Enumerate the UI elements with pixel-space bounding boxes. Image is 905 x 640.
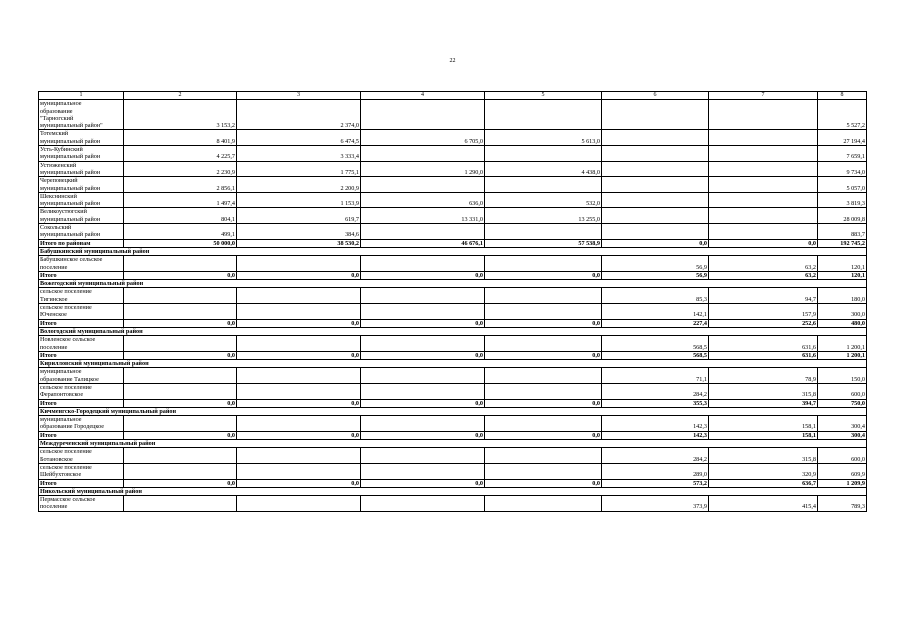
value-cell	[361, 224, 485, 240]
value-cell: 0,0	[361, 479, 485, 487]
value-cell: 27 194,4	[818, 130, 867, 146]
value-cell: 315,8	[709, 448, 818, 464]
value-cell: 192 745,2	[818, 239, 867, 247]
value-cell	[237, 368, 361, 384]
value-cell: 2 200,9	[237, 177, 361, 193]
total-row	[39, 239, 867, 247]
value-cell: 636,0	[361, 192, 485, 208]
section-header-row	[39, 407, 867, 415]
value-cell: 6 705,0	[361, 130, 485, 146]
total-row	[39, 399, 867, 407]
value-cell	[485, 304, 602, 320]
value-cell: 0,0	[237, 431, 361, 439]
value-cell	[124, 383, 237, 399]
section-header-row	[39, 487, 867, 495]
total-row	[39, 271, 867, 279]
value-cell	[361, 336, 485, 352]
value-cell	[485, 463, 602, 479]
value-cell: 499,1	[124, 224, 237, 240]
value-cell	[602, 146, 709, 162]
row-name-line: муниципальный район	[40, 231, 101, 239]
value-cell	[237, 448, 361, 464]
value-cell: 46 676,1	[361, 239, 485, 247]
row-name-line: Итого	[40, 431, 57, 439]
row-name-line: Итого	[40, 399, 57, 407]
value-cell: 789,3	[818, 496, 867, 512]
value-cell: 2 230,9	[124, 161, 237, 177]
value-cell	[124, 368, 237, 384]
row-name-line: Усть-Кубинский	[40, 146, 83, 154]
value-cell	[485, 383, 602, 399]
value-cell: 0,0	[237, 479, 361, 487]
value-cell: 0,0	[602, 239, 709, 247]
value-cell: 5 527,2	[818, 100, 867, 130]
value-cell	[124, 256, 237, 272]
value-cell: 9 734,0	[818, 161, 867, 177]
value-cell: 150,0	[818, 368, 867, 384]
value-cell: 3 333,4	[237, 146, 361, 162]
section-header-row	[39, 327, 867, 335]
section-title: Никольский муниципальный район	[39, 487, 867, 495]
value-cell: 373,9	[602, 496, 709, 512]
value-cell: 5 613,0	[485, 130, 602, 146]
table-row	[39, 463, 867, 479]
row-name	[39, 304, 124, 320]
value-cell: 0,0	[361, 271, 485, 279]
value-cell	[237, 463, 361, 479]
total-row	[39, 351, 867, 359]
row-name-line: сельское поселение	[40, 383, 92, 391]
value-cell: 5 057,0	[818, 177, 867, 193]
row-name	[39, 146, 124, 162]
value-cell	[602, 192, 709, 208]
value-cell: 609,9	[818, 463, 867, 479]
value-cell: 85,3	[602, 288, 709, 304]
value-cell	[237, 288, 361, 304]
row-name-line: муниципальный район	[40, 184, 101, 192]
section-title: Кичменгско-Городецкий муниципальный район	[39, 407, 867, 415]
value-cell: 50 000,0	[124, 239, 237, 247]
row-name	[39, 256, 124, 272]
value-cell: 1 290,0	[361, 161, 485, 177]
table-row	[39, 146, 867, 162]
value-cell: 384,6	[237, 224, 361, 240]
value-cell: 300,4	[818, 431, 867, 439]
value-cell: 0,0	[124, 351, 237, 359]
section-title: Междуреченский муниципальный район	[39, 440, 867, 448]
value-cell: 568,5	[602, 336, 709, 352]
value-cell	[709, 192, 818, 208]
value-cell: 142,3	[602, 431, 709, 439]
value-cell: 6 474,5	[237, 130, 361, 146]
row-name	[39, 192, 124, 208]
column-header: 7	[709, 92, 818, 100]
value-cell: 180,0	[818, 288, 867, 304]
table-row	[39, 224, 867, 240]
value-cell	[709, 146, 818, 162]
value-cell	[602, 177, 709, 193]
row-name-line: Итого	[40, 479, 57, 487]
value-cell: 63,2	[709, 256, 818, 272]
row-name	[39, 224, 124, 240]
column-header: 4	[361, 92, 485, 100]
column-header: 8	[818, 92, 867, 100]
value-cell: 1 200,1	[818, 336, 867, 352]
table-row	[39, 100, 867, 130]
total-row	[39, 479, 867, 487]
row-name-line: образование Талицкое	[40, 375, 99, 383]
value-cell: 0,0	[709, 239, 818, 247]
value-cell: 1 497,4	[124, 192, 237, 208]
value-cell: 0,0	[485, 351, 602, 359]
section-header-row	[39, 280, 867, 288]
table-row	[39, 304, 867, 320]
section-title: Вологодский муниципальный район	[39, 327, 867, 335]
value-cell: 0,0	[485, 271, 602, 279]
value-cell: 2 856,1	[124, 177, 237, 193]
column-header: 2	[124, 92, 237, 100]
row-name	[39, 479, 124, 487]
total-row	[39, 319, 867, 327]
value-cell: 0,0	[485, 431, 602, 439]
value-cell: 1 200,1	[818, 351, 867, 359]
value-cell: 600,0	[818, 448, 867, 464]
value-cell: 0,0	[361, 399, 485, 407]
table-row	[39, 130, 867, 146]
row-name	[39, 239, 124, 247]
value-cell: 0,0	[485, 399, 602, 407]
value-cell: 631,6	[709, 351, 818, 359]
row-name-line: образование Городецкое	[40, 423, 105, 431]
total-row	[39, 431, 867, 439]
value-cell	[361, 100, 485, 130]
row-name-line: Ботановское	[40, 455, 73, 463]
value-cell: 63,2	[709, 271, 818, 279]
value-cell	[602, 161, 709, 177]
value-cell	[124, 463, 237, 479]
value-cell: 3 153,2	[124, 100, 237, 130]
table-row	[39, 256, 867, 272]
row-name-line: муниципальный район	[40, 168, 101, 176]
row-name-line: муниципальный район"	[40, 122, 103, 130]
value-cell: 56,9	[602, 271, 709, 279]
row-name-line: сельское поселение	[40, 288, 92, 296]
row-name	[39, 383, 124, 399]
value-cell	[485, 448, 602, 464]
row-name-line: "Тарногский	[40, 114, 74, 122]
row-name	[39, 288, 124, 304]
value-cell: 13 255,0	[485, 208, 602, 224]
value-cell: 252,6	[709, 319, 818, 327]
value-cell: 158,1	[709, 431, 818, 439]
row-name-line: Юченское	[40, 311, 67, 319]
value-cell: 0,0	[237, 399, 361, 407]
value-cell: 71,1	[602, 368, 709, 384]
value-cell: 0,0	[361, 431, 485, 439]
row-name-line: Сокольский	[40, 224, 72, 232]
row-name-line: муниципальное	[40, 368, 82, 376]
value-cell: 804,1	[124, 208, 237, 224]
value-cell: 0,0	[237, 319, 361, 327]
value-cell: 78,9	[709, 368, 818, 384]
value-cell: 4 225,7	[124, 146, 237, 162]
value-cell	[709, 224, 818, 240]
row-name-line: сельское поселение	[40, 448, 92, 456]
value-cell: 415,4	[709, 496, 818, 512]
section-title: Вожегодский муниципальный район	[39, 280, 867, 288]
value-cell: 300,4	[818, 416, 867, 432]
value-cell: 320,9	[709, 463, 818, 479]
row-name-line: Великоустюгский	[40, 208, 87, 216]
row-name-line: Итого	[40, 351, 57, 359]
value-cell	[709, 177, 818, 193]
value-cell	[361, 496, 485, 512]
value-cell: 1 153,9	[237, 192, 361, 208]
row-name	[39, 100, 124, 130]
value-cell: 120,1	[818, 271, 867, 279]
value-cell: 1 775,1	[237, 161, 361, 177]
section-title: Бабушкинский муниципальный район	[39, 247, 867, 255]
row-name	[39, 496, 124, 512]
table-row	[39, 177, 867, 193]
value-cell: 284,2	[602, 448, 709, 464]
value-cell: 0,0	[124, 399, 237, 407]
value-cell: 315,8	[709, 383, 818, 399]
value-cell: 0,0	[361, 319, 485, 327]
table-row	[39, 208, 867, 224]
value-cell: 0,0	[485, 319, 602, 327]
value-cell	[361, 177, 485, 193]
row-name-line: муниципальное	[40, 100, 82, 108]
value-cell: 38 530,2	[237, 239, 361, 247]
row-name-line: Череповецкий	[40, 177, 78, 185]
value-cell	[237, 256, 361, 272]
value-cell: 0,0	[485, 479, 602, 487]
value-cell: 284,2	[602, 383, 709, 399]
row-name-line: Ферапонтовское	[40, 391, 84, 399]
value-cell: 0,0	[237, 351, 361, 359]
row-name-line: Шейбухтовское	[40, 471, 82, 479]
value-cell	[361, 448, 485, 464]
row-name-line: Устюженский	[40, 161, 77, 169]
value-cell	[709, 161, 818, 177]
value-cell: 568,5	[602, 351, 709, 359]
value-cell	[602, 100, 709, 130]
value-cell	[237, 496, 361, 512]
value-cell: 142,3	[602, 416, 709, 432]
row-name-line: поселение	[40, 263, 68, 271]
value-cell: 57 538,9	[485, 239, 602, 247]
row-name-line: Шекснинский	[40, 192, 77, 200]
row-name-line: Итого	[40, 319, 57, 327]
value-cell	[485, 336, 602, 352]
row-name-line: Тигинское	[40, 295, 68, 303]
value-cell	[237, 383, 361, 399]
value-cell	[709, 208, 818, 224]
value-cell	[361, 383, 485, 399]
table-row	[39, 448, 867, 464]
value-cell: 3 819,3	[818, 192, 867, 208]
table-row	[39, 383, 867, 399]
page-number: 22	[449, 58, 456, 64]
value-cell: 573,2	[602, 479, 709, 487]
value-cell: 4 438,0	[485, 161, 602, 177]
value-cell: 1 209,9	[818, 479, 867, 487]
value-cell	[124, 496, 237, 512]
value-cell: 636,7	[709, 479, 818, 487]
row-name	[39, 130, 124, 146]
row-name-line: муниципальный район	[40, 215, 101, 223]
value-cell: 227,4	[602, 319, 709, 327]
value-cell: 120,1	[818, 256, 867, 272]
value-cell: 8 401,9	[124, 130, 237, 146]
row-name-line: сельское поселение	[40, 463, 92, 471]
section-header-row	[39, 247, 867, 255]
value-cell: 619,7	[237, 208, 361, 224]
table-row	[39, 192, 867, 208]
row-name-line: муниципальный район	[40, 200, 101, 208]
table-body	[39, 92, 867, 512]
value-cell	[124, 448, 237, 464]
value-cell: 94,7	[709, 288, 818, 304]
row-name-line: муниципальный район	[40, 137, 101, 145]
value-cell	[602, 208, 709, 224]
row-name-line: образование	[40, 107, 73, 115]
value-cell: 28 009,8	[818, 208, 867, 224]
row-name	[39, 161, 124, 177]
value-cell	[124, 416, 237, 432]
value-cell	[602, 224, 709, 240]
row-name-line: Итого по районам	[40, 239, 91, 247]
row-name	[39, 351, 124, 359]
value-cell	[361, 256, 485, 272]
value-cell	[485, 496, 602, 512]
row-name-line: муниципальный район	[40, 153, 101, 161]
value-cell	[124, 336, 237, 352]
value-cell: 13 331,0	[361, 208, 485, 224]
value-cell: 883,7	[818, 224, 867, 240]
value-cell	[361, 368, 485, 384]
value-cell: 0,0	[124, 319, 237, 327]
table-row	[39, 336, 867, 352]
value-cell: 0,0	[124, 431, 237, 439]
value-cell	[602, 130, 709, 146]
value-cell	[709, 100, 818, 130]
budget-table	[38, 91, 867, 512]
value-cell	[361, 146, 485, 162]
row-name	[39, 319, 124, 327]
section-header-row	[39, 440, 867, 448]
value-cell: 7 659,1	[818, 146, 867, 162]
row-name	[39, 336, 124, 352]
table-row	[39, 368, 867, 384]
row-name-line: сельское поселение	[40, 304, 92, 312]
value-cell	[709, 130, 818, 146]
row-name-line: Пермасское сельское	[40, 496, 96, 504]
row-name-line: поселение	[40, 343, 68, 351]
value-cell	[361, 463, 485, 479]
row-name-line: Новленское сельское	[40, 336, 96, 344]
value-cell	[485, 224, 602, 240]
row-name	[39, 177, 124, 193]
value-cell: 600,0	[818, 383, 867, 399]
value-cell	[485, 100, 602, 130]
value-cell	[361, 304, 485, 320]
value-cell: 56,9	[602, 256, 709, 272]
value-cell: 2 374,0	[237, 100, 361, 130]
value-cell	[361, 416, 485, 432]
row-name	[39, 431, 124, 439]
row-name-line: муниципальное	[40, 416, 82, 424]
value-cell	[361, 288, 485, 304]
row-name	[39, 368, 124, 384]
value-cell: 532,0	[485, 192, 602, 208]
row-name	[39, 208, 124, 224]
value-cell	[237, 304, 361, 320]
row-name-line: Тотемский	[40, 130, 69, 138]
value-cell	[485, 368, 602, 384]
value-cell	[485, 256, 602, 272]
table-row	[39, 288, 867, 304]
value-cell	[237, 336, 361, 352]
value-cell	[485, 146, 602, 162]
value-cell: 394,7	[709, 399, 818, 407]
value-cell: 0,0	[361, 351, 485, 359]
value-cell	[124, 304, 237, 320]
value-cell: 142,1	[602, 304, 709, 320]
value-cell: 0,0	[124, 479, 237, 487]
column-header: 3	[237, 92, 361, 100]
row-name	[39, 416, 124, 432]
value-cell: 0,0	[237, 271, 361, 279]
header-row	[39, 92, 867, 100]
table-row	[39, 161, 867, 177]
column-header: 5	[485, 92, 602, 100]
row-name-line: поселение	[40, 503, 68, 511]
table-row	[39, 496, 867, 512]
row-name	[39, 448, 124, 464]
value-cell: 480,0	[818, 319, 867, 327]
value-cell	[237, 416, 361, 432]
value-cell: 158,1	[709, 416, 818, 432]
row-name	[39, 463, 124, 479]
value-cell	[485, 416, 602, 432]
section-title: Кирилловский муниципальный район	[39, 360, 867, 368]
value-cell: 0,0	[124, 271, 237, 279]
row-name-line: Итого	[40, 271, 57, 279]
value-cell: 157,9	[709, 304, 818, 320]
row-name-line: Бабушкинское сельское	[40, 256, 103, 264]
column-header: 1	[39, 92, 124, 100]
value-cell: 631,6	[709, 336, 818, 352]
value-cell: 289,0	[602, 463, 709, 479]
row-name	[39, 399, 124, 407]
value-cell: 750,0	[818, 399, 867, 407]
value-cell	[485, 288, 602, 304]
value-cell	[485, 177, 602, 193]
value-cell	[124, 288, 237, 304]
table-row	[39, 416, 867, 432]
section-header-row	[39, 360, 867, 368]
row-name	[39, 271, 124, 279]
value-cell: 300,0	[818, 304, 867, 320]
value-cell: 355,3	[602, 399, 709, 407]
column-header: 6	[602, 92, 709, 100]
